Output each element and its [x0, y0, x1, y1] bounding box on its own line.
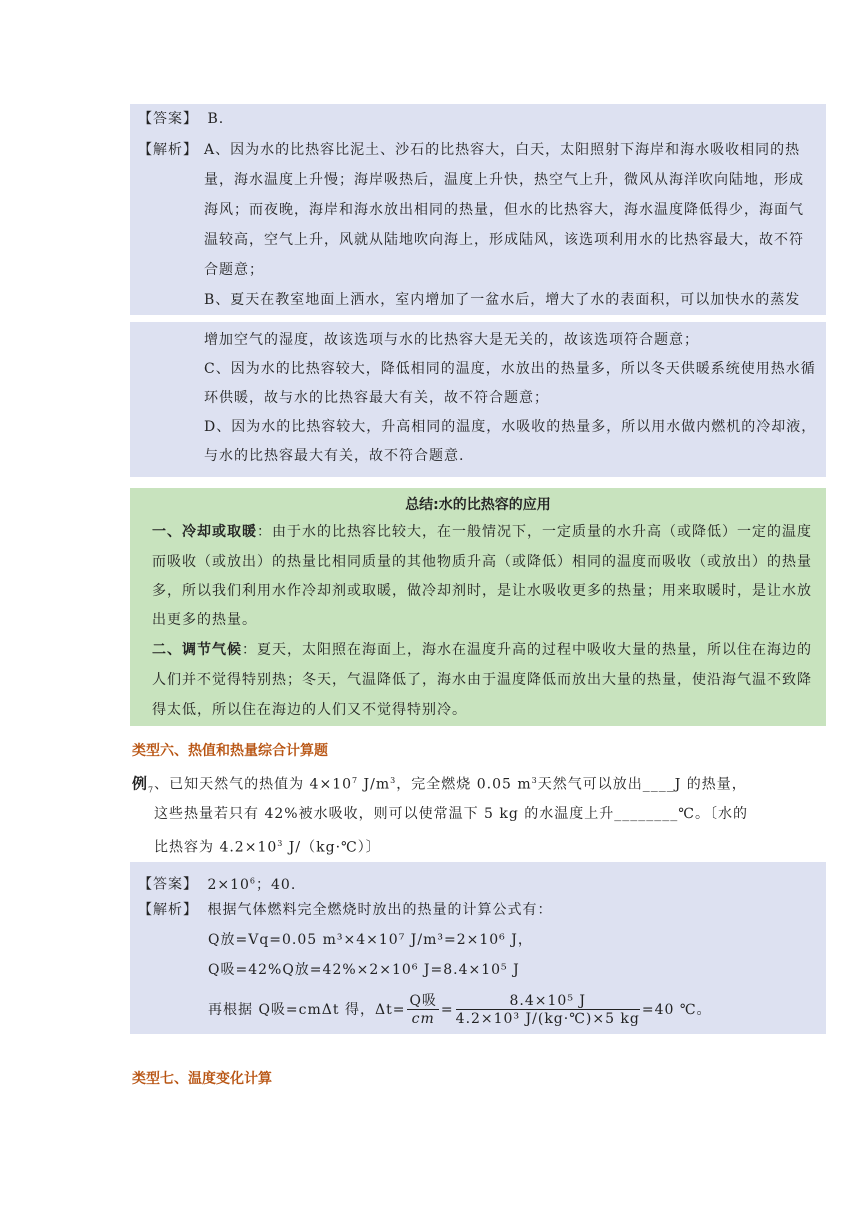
analysis-label: 【解析】 — [138, 902, 198, 918]
analysis-line: 量，海水温度上升慢；海岸吸热后，温度上升快，热空气上升，微风从海洋吹向陆地，形成 — [204, 172, 804, 188]
analysis-label: 【解析】 — [138, 142, 198, 158]
equation-3: 再根据 Q吸=cmΔt 得，Δt= $\frac{\text{Q吸}}{cm}$ = $\frac{\text{8.4×10⁵ J}}{\text{4.2×10³ J/(kg·℃)×5 kg}}$ =40 ℃。 — [208, 992, 712, 1027]
point-2-label: 二、调节气候 — [152, 642, 242, 658]
summary-line: 人们并不觉得特别热；冬天，气温降低了，海水由于温度降低而放出大量的热量，使沿海气温不致降 — [152, 672, 812, 688]
summary-line: 得太低，所以住在海边的人们又不觉得特别冷。 — [152, 702, 467, 718]
example-text: 、已知天然气的热值为 4×10 — [154, 776, 353, 793]
fraction-numerator: Q吸 — [409, 992, 437, 1009]
fraction-numerator: 8.4×10⁵ J — [456, 993, 640, 1010]
exponent: 3 — [390, 776, 397, 785]
example-text: 这些热量若只有 42%被水吸收，则可以使常温下 5 kg 的水温度上升 — [154, 806, 615, 822]
section-heading: 类型六、热值和热量综合计算题 — [132, 743, 328, 759]
equation-2: Q吸=42%Q放=42%×2×10⁶ J=8.4×10⁵ J — [208, 962, 520, 978]
analysis-line: 温较高，空气上升，风就从陆地吹向海上，形成陆风，该选项利用水的比热容最大，故不符 — [204, 232, 804, 248]
summary-point-1 — [152, 522, 812, 542]
example-line-1 — [132, 771, 747, 800]
fraction-denominator: cm — [411, 1010, 435, 1027]
example-text: J/m — [358, 776, 391, 793]
example-line-2 — [154, 804, 748, 824]
summary-title: 总结:水的比热容的应用 — [405, 497, 551, 513]
example-number: 7 — [148, 785, 155, 795]
example-text: ℃。〔水的 — [678, 806, 748, 822]
exponent: 6 — [249, 876, 256, 885]
exponent: 7 — [352, 776, 359, 785]
analysis-line: 环供暖，故与水的比热容最大有关，故不符合题意； — [204, 390, 549, 406]
analysis-line: D、因为水的比热容较大，升高相同的温度，水吸收的热量多，所以用水做内燃机的冷却液， — [204, 419, 817, 435]
fraction-denominator: 4.2×10³ J/(kg·℃)×5 kg — [455, 1010, 640, 1027]
example-label: 例 — [132, 774, 149, 793]
answer-value: B. — [207, 111, 225, 127]
equation-result: =40 ℃。 — [641, 1002, 712, 1018]
analysis-line — [138, 900, 552, 920]
answer-label: 【答案】 — [138, 876, 198, 893]
answer-blank[interactable]: ____ — [642, 776, 675, 793]
point-1-label: 一、冷却或取暖 — [152, 524, 257, 540]
analysis-line: 海风；而夜晚，海岸和海水放出相同的热量，但水的比热容大，海水温度降低得少，海面气 — [204, 202, 804, 218]
example-text: ，完全燃烧 0.05 m — [396, 776, 532, 793]
answer-blank[interactable]: ________ — [614, 806, 679, 822]
summary-line: 而吸收（或放出）的热量比相同质量的其他物质升高（或降低）相同的温度而吸收（或放出）的热量 — [152, 554, 812, 570]
answer-value — [207, 877, 296, 893]
exponent: 3 — [531, 776, 538, 785]
answer-line — [138, 109, 224, 129]
example-text: J 的热量， — [674, 776, 747, 793]
summary-line: 多，所以我们利用水作冷却剂或取暖，做冷却剂时，是让水吸收更多的热量；用来取暖时，是让水放 — [152, 583, 812, 599]
equation-1: Q放=Vq=0.05 m³×4×10⁷ J/m³=2×10⁶ J， — [208, 932, 533, 948]
analysis-line: C、因为水的比热容较大，降低相同的温度，水放出的热量多，所以冬天供暖系统使用热水循 — [204, 361, 816, 377]
point-2-text: ：夏天，太阳照在海面上，海水在温度升高的过程中吸收大量的热量，所以住在海边的 — [242, 642, 812, 658]
fraction — [456, 993, 640, 1028]
section-heading: 类型七、温度变化计算 — [132, 1071, 272, 1087]
analysis-line: 合题意； — [204, 262, 264, 278]
analysis-line: B、夏天在教室地面上洒水，室内增加了一盆水后，增大了水的表面积，可以加快水的蒸发 — [204, 292, 801, 308]
example-text: J/（kg·℃）〕 — [283, 839, 381, 856]
exponent: 3 — [277, 839, 284, 848]
equation-text: 再根据 Q吸=cmΔt 得，Δt= — [208, 1002, 406, 1018]
example-text: 天然气可以放出 — [537, 776, 643, 793]
analysis-line: A、因为水的比热容比泥土、沙石的比热容大，白天，太阳照射下海岸和海水吸收相同的热 — [204, 142, 801, 158]
example-line-3 — [154, 834, 381, 858]
analysis-line: 增加空气的湿度，故该选项与水的比热容大是无关的，故该选项符合题意； — [204, 332, 699, 348]
summary-line: 出更多的热量。 — [152, 612, 257, 628]
answer-text: ；40. — [256, 876, 297, 893]
summary-point-2 — [152, 640, 812, 660]
analysis-line: 与水的比热容最大有关，故不符合题意. — [204, 448, 465, 464]
analysis-intro: 根据气体燃料完全燃烧时放出的热量的计算公式有： — [207, 902, 553, 918]
example-text: 比热容为 4.2×10 — [154, 839, 278, 856]
point-1-text: ：由于水的比热容比较大，在一般情况下，一定质量的水升高（或降低）一定的温度 — [257, 524, 812, 540]
answer-line — [138, 871, 296, 895]
answer-label: 【答案】 — [138, 111, 198, 127]
fraction — [407, 993, 438, 1028]
answer-text: 2×10 — [207, 876, 250, 893]
